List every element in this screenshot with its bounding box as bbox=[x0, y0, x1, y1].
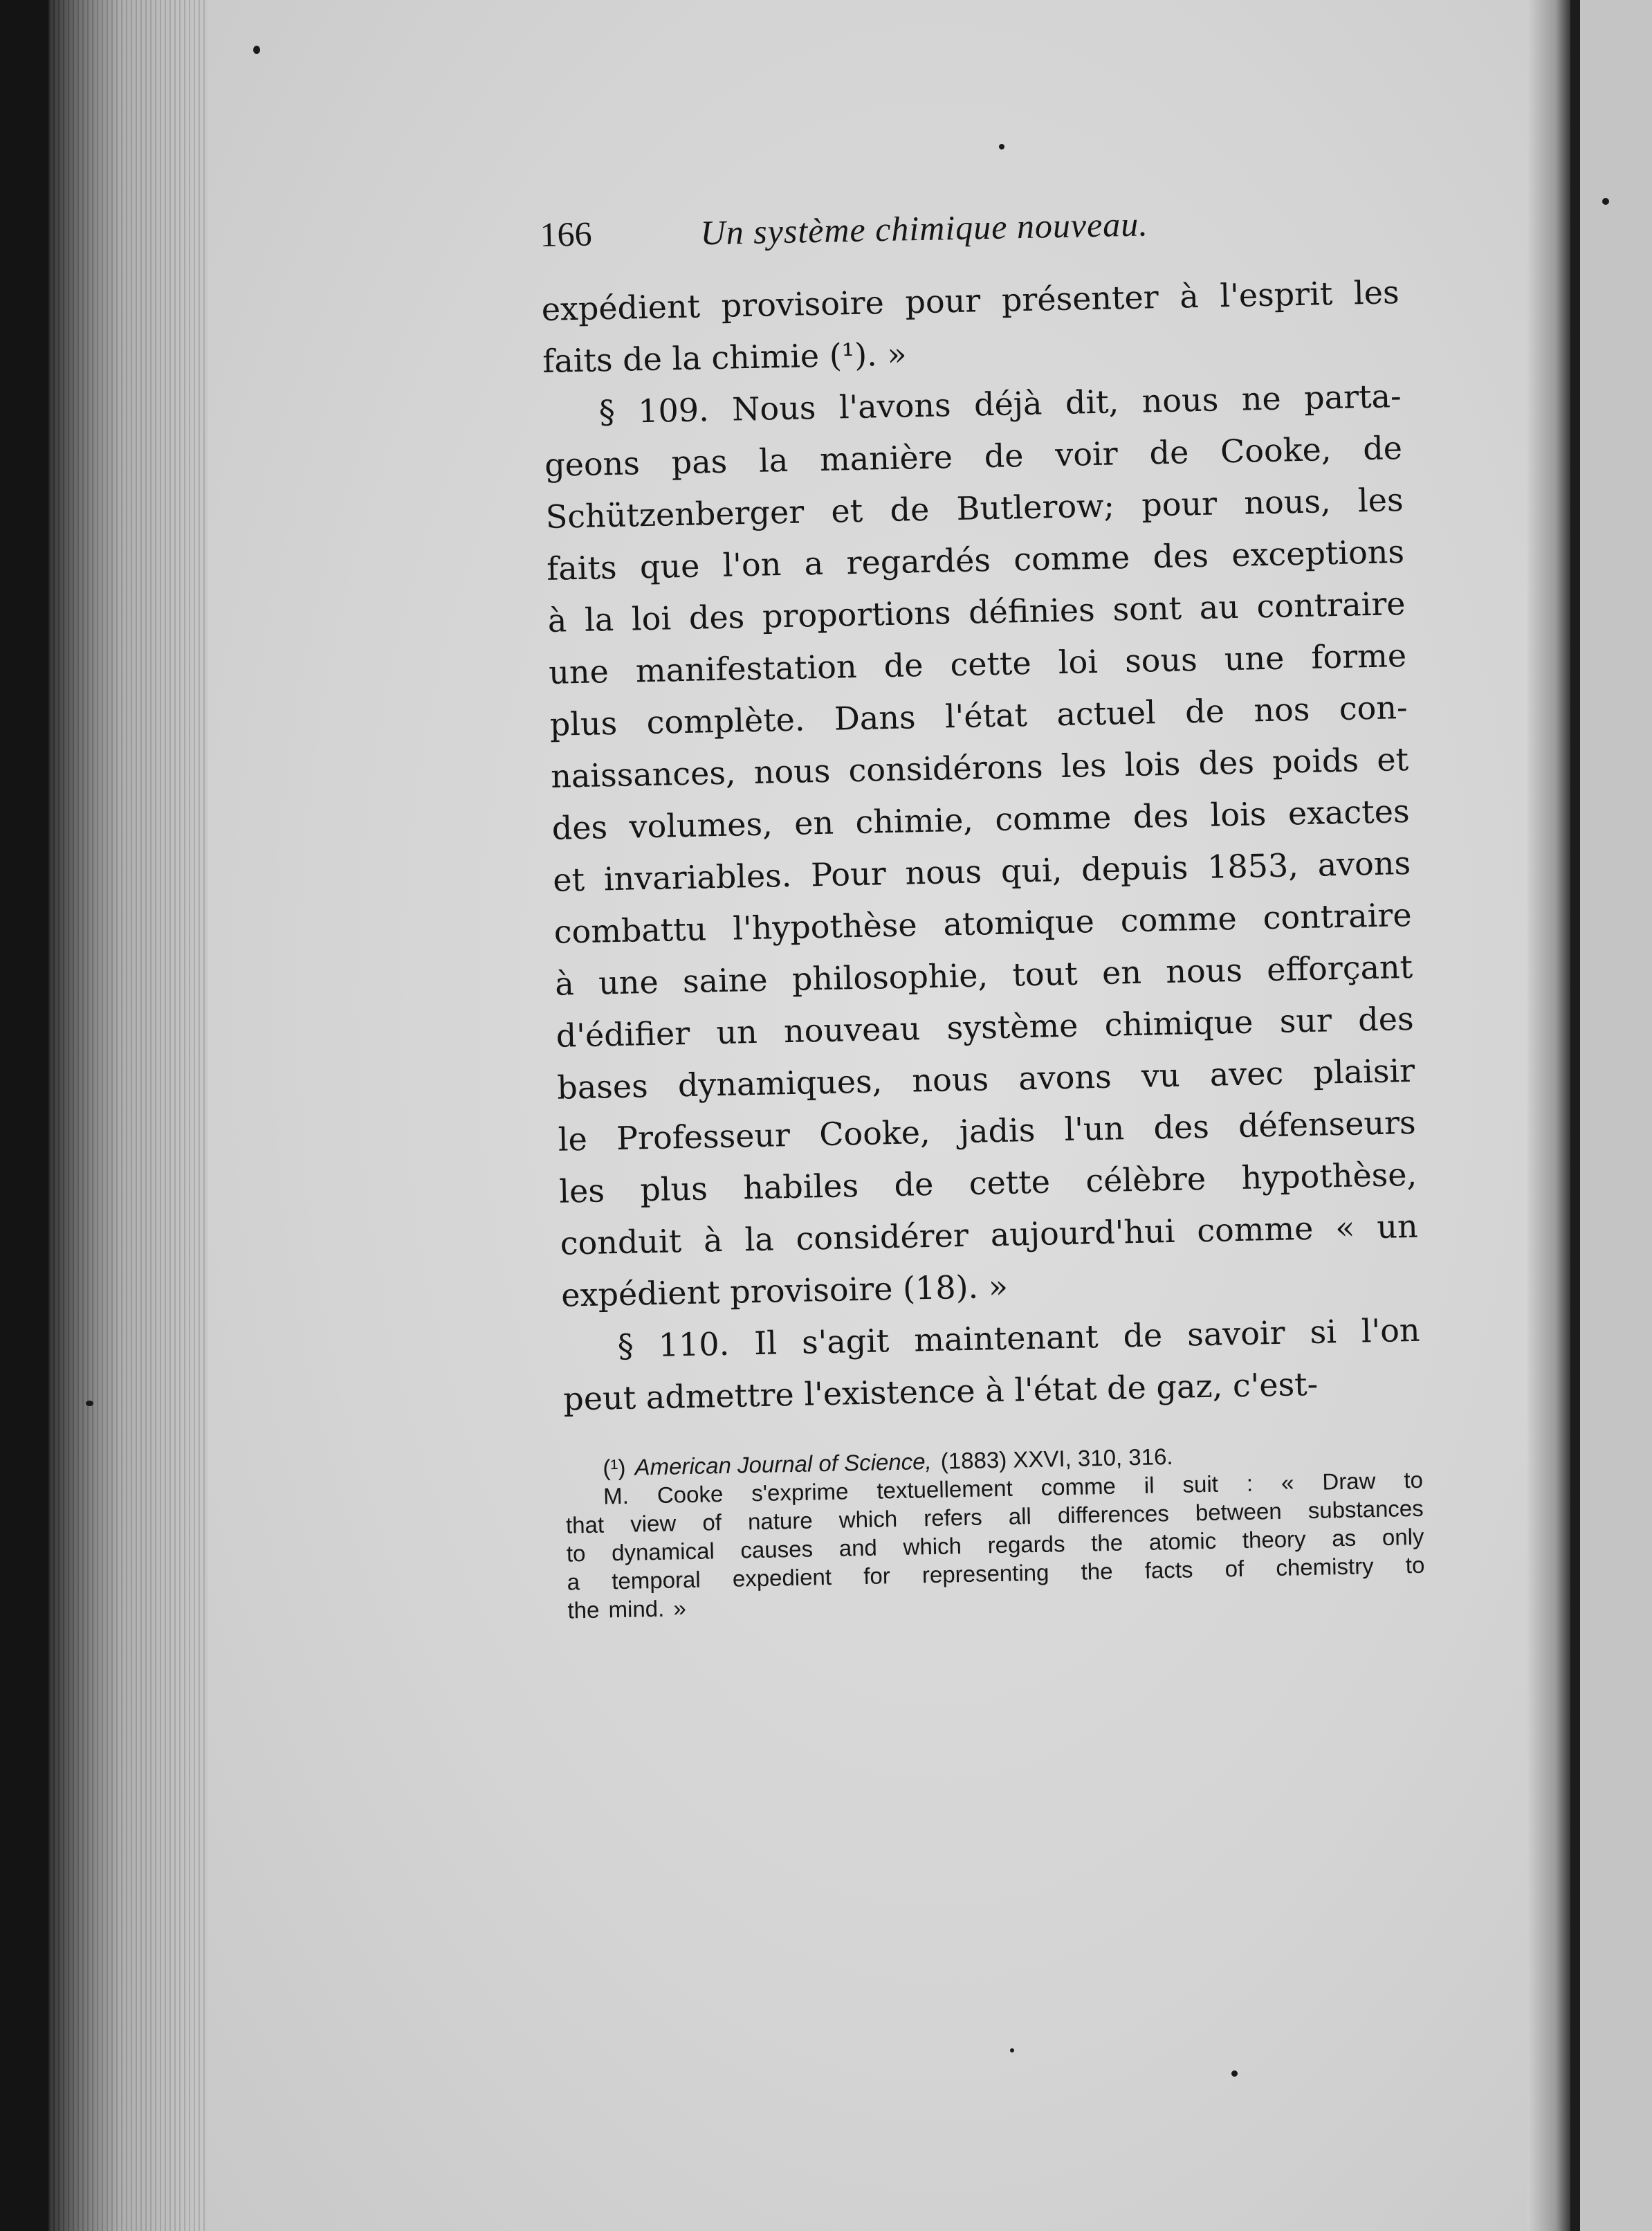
dust-speck bbox=[253, 46, 260, 54]
body-line: geons pas la manière de voir de Cooke, de bbox=[544, 429, 1403, 484]
book-gutter bbox=[1527, 0, 1575, 2231]
footnote-line: the mind. » bbox=[567, 1595, 687, 1623]
page-number: 166 bbox=[540, 214, 593, 254]
footnote-line: a temporal expedient for representing the facts of chemistry to bbox=[567, 1551, 1425, 1595]
footnote-line: that view of nature which refers all differences between substances bbox=[565, 1495, 1424, 1538]
body-line: le Professeur Cooke, jadis l'un des défenseurs bbox=[558, 1103, 1417, 1158]
body-line: à la loi des proportions définies sont au contraire bbox=[547, 585, 1406, 639]
facing-page-edge bbox=[1570, 0, 1652, 2231]
footnote bbox=[565, 1437, 1426, 1625]
dust-speck bbox=[1602, 198, 1609, 205]
running-title: Un système chimique nouveau. bbox=[700, 204, 1149, 253]
body-line: une manifestation de cette loi sous une forme bbox=[548, 636, 1407, 691]
body-line: les plus habiles de cette célèbre hypothèse, bbox=[558, 1155, 1417, 1210]
body-line: plus complète. Dans l'état actuel de nos con- bbox=[549, 688, 1408, 743]
body-line: expédient provisoire (18). » bbox=[560, 1267, 1009, 1314]
page-text bbox=[540, 197, 1426, 1624]
body-line: d'édifier un nouveau système chimique sur des bbox=[556, 999, 1415, 1055]
body-line: naissances, nous considérons les lois des poids et bbox=[550, 740, 1409, 795]
body-line: bases dynamiques, nous avons vu avec plaisir bbox=[556, 1051, 1415, 1107]
footnote-citation: (1883) XXVI, 310, 316. bbox=[940, 1443, 1173, 1474]
body-line: à une saine philosophie, tout en nous efforçant bbox=[554, 947, 1413, 1003]
book-page-edges bbox=[48, 0, 228, 2231]
body-line: Schützenberger et de Butlerow; pour nous, les bbox=[545, 481, 1404, 536]
body-line: conduit à la considérer aujourd'hui comme « un bbox=[560, 1207, 1419, 1262]
footnote-line: M. Cooke s'exprime textuellement comme il suit : « Draw to bbox=[603, 1466, 1424, 1509]
body-line: faits de la chimie (¹). » bbox=[542, 335, 908, 380]
footnote-quote bbox=[565, 1466, 1426, 1625]
body-line: § 109. Nous l'avons déjà dit, nous ne parta- bbox=[598, 377, 1402, 431]
footnote-line: to dynamical causes and which regards the atomic theory as only bbox=[566, 1523, 1424, 1567]
body-line: faits que l'on a regardés comme des exceptions bbox=[546, 533, 1405, 588]
body-line: expédient provisoire pour présenter à l'esprit les bbox=[541, 273, 1400, 328]
dust-speck bbox=[999, 144, 1004, 149]
dust-speck bbox=[86, 1401, 93, 1406]
body-text bbox=[541, 266, 1422, 1426]
body-line: peut admettre l'existence à l'état de gaz, c'est- bbox=[562, 1365, 1319, 1418]
footnote-journal: American Journal of Science, bbox=[634, 1448, 933, 1480]
gutter-shadow bbox=[1570, 0, 1580, 2231]
body-line: des volumes, en chimie, comme des lois exactes bbox=[551, 792, 1411, 847]
body-line: combattu l'hypothèse atomique comme contraire bbox=[553, 895, 1413, 951]
dust-speck bbox=[1010, 2048, 1014, 2052]
body-line: et invariables. Pour nous qui, depuis 1853, avons bbox=[552, 844, 1411, 899]
footnote-marker: (¹) bbox=[602, 1454, 626, 1481]
body-line: § 110. Il s'agit maintenant de savoir si l'on bbox=[617, 1311, 1421, 1365]
dust-speck bbox=[1231, 2070, 1238, 2077]
